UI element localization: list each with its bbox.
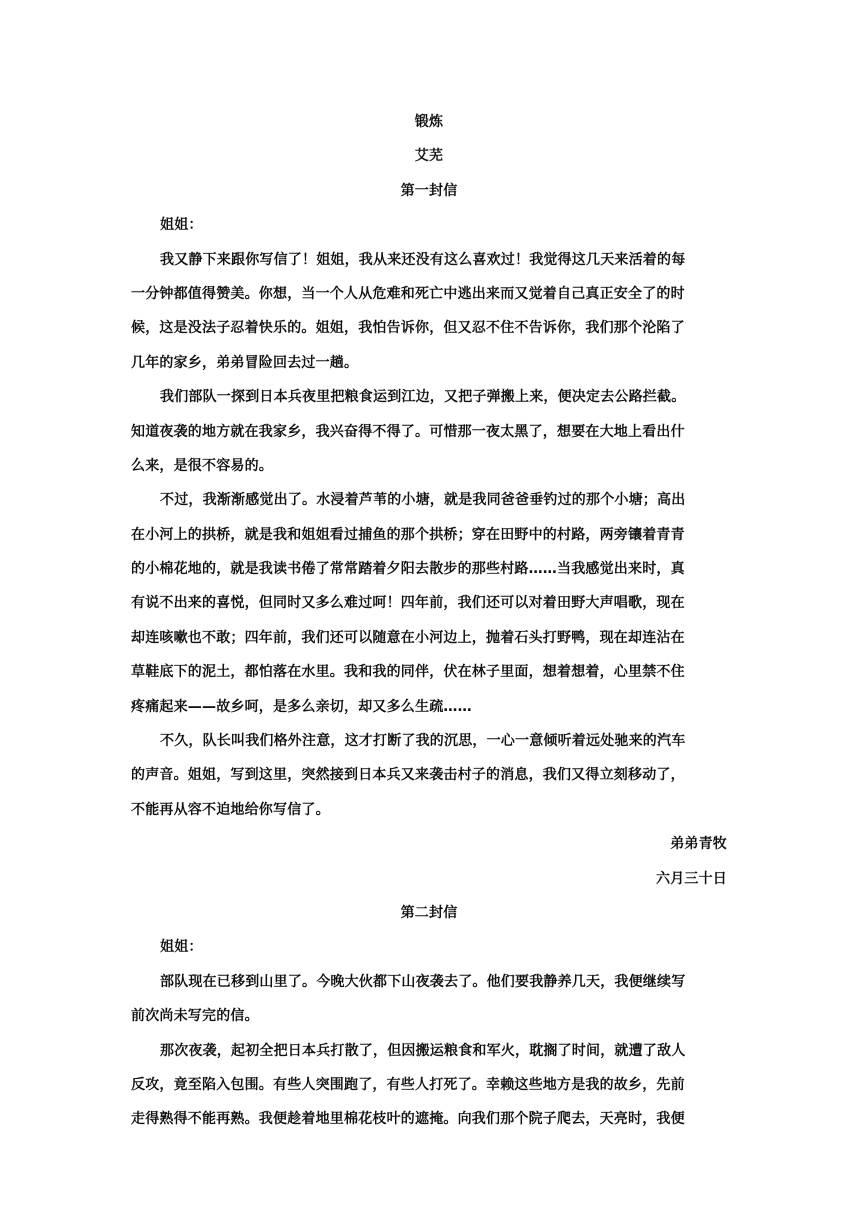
text-line: 的小棉花地的，就是我读书倦了常常踏着夕阳去散步的那些村路……当我感觉出来时，真 bbox=[131, 561, 685, 578]
text-line: 部队现在已移到山里了。今晚大伙都下山夜袭去了。他们要我静养几天，我便继续写 bbox=[160, 973, 686, 990]
text-line: 前次尚未写完的信。 bbox=[131, 1008, 259, 1025]
text-line: 不能再从容不迫地给你写信了。 bbox=[131, 801, 330, 818]
text-line: 疼痛起来——故乡呵，是多么亲切，却又多么生疏…… bbox=[131, 698, 472, 715]
text-line: 却连咳嗽也不敢；四年前，我们还可以随意在小河边上，抛着石头打野鸭，现在却连沾在 bbox=[131, 629, 685, 646]
text-line: 么来，是很不容易的。 bbox=[131, 457, 273, 474]
document-author: 艾芜 bbox=[414, 148, 444, 165]
text-line: 我又静下来跟你写信了！姐姐，我从来还没有这么喜欢过！我觉得这几天来活着的每 bbox=[160, 251, 686, 268]
paragraph bbox=[131, 724, 727, 827]
document-title: 锻炼 bbox=[414, 114, 444, 130]
text-line: 不过，我渐渐感觉出了。水浸着芦苇的小塘，就是我同爸爸垂钓过的那个小塘；高出 bbox=[160, 492, 686, 509]
text-line: 一分钟都值得赞美。你想，当一个人从危难和死亡中逃出来而又觉着自己真正安全了的时 bbox=[131, 285, 685, 302]
paragraph bbox=[131, 1034, 727, 1137]
text-line: 走得熟得不能再熟。我便趁着地里棉花枝叶的遮掩。向我们那个院子爬去，天亮时，我便 bbox=[131, 1111, 685, 1128]
letter-salutation: 姐姐： bbox=[160, 939, 203, 956]
text-line: 在小河上的拱桥，就是我和姐姐看过捕鱼的那个拱桥；穿在田野中的村路，两旁镶着青青 bbox=[131, 526, 685, 543]
document-body bbox=[131, 105, 727, 1137]
letter-heading: 第二封信 bbox=[400, 904, 458, 921]
paragraph bbox=[131, 965, 727, 1034]
paragraph bbox=[131, 243, 727, 381]
letter-1 bbox=[131, 174, 727, 896]
text-line: 几年的家乡，弟弟冒险回去过一趟。 bbox=[131, 354, 359, 371]
letter-signature: 弟弟青牧 bbox=[670, 836, 727, 853]
text-line: 有说不出来的喜悦，但同时又多么难过呵！四年前，我们还可以对着田野大声唱歌，现在 bbox=[131, 595, 685, 612]
text-line: 我们部队一探到日本兵夜里把粮食运到江边，又把子弹搬上来，便决定去公路拦截。 bbox=[160, 389, 686, 406]
text-line: 反攻，竟至陷入包围。有些人突围跑了，有些人打死了。幸赖这些地方是我的故乡，先前 bbox=[131, 1076, 685, 1093]
text-line: 的声音。姐姐，写到这里，突然接到日本兵又来袭击村子的消息，我们又得立刻移动了， bbox=[131, 767, 685, 784]
text-line: 知道夜袭的地方就在我家乡，我兴奋得不得了。可惜那一夜太黑了，想要在大地上看出什 bbox=[131, 423, 685, 440]
text-line: 候，这是没法子忍着快乐的。姐姐，我怕告诉你，但又忍不住不告诉你，我们那个沦陷了 bbox=[131, 320, 685, 337]
text-line: 不久，队长叫我们格外注意，这才打断了我的沉思，一心一意倾听着远处驰来的汽车 bbox=[160, 733, 686, 750]
paragraph bbox=[131, 380, 727, 483]
text-line: 草鞋底下的泥土，都怕落在水里。我和我的同伴，伏在林子里面，想着想着，心里禁不住 bbox=[131, 664, 685, 681]
paragraph bbox=[131, 483, 727, 724]
text-line: 那次夜袭，起初全把日本兵打散了，但因搬运粮食和军火，耽搁了时间，就遭了敌人 bbox=[160, 1042, 686, 1059]
letter-date: 六月三十日 bbox=[656, 870, 727, 887]
letter-2 bbox=[131, 896, 727, 1137]
letter-salutation: 姐姐： bbox=[160, 217, 203, 234]
letter-heading: 第一封信 bbox=[400, 182, 458, 199]
